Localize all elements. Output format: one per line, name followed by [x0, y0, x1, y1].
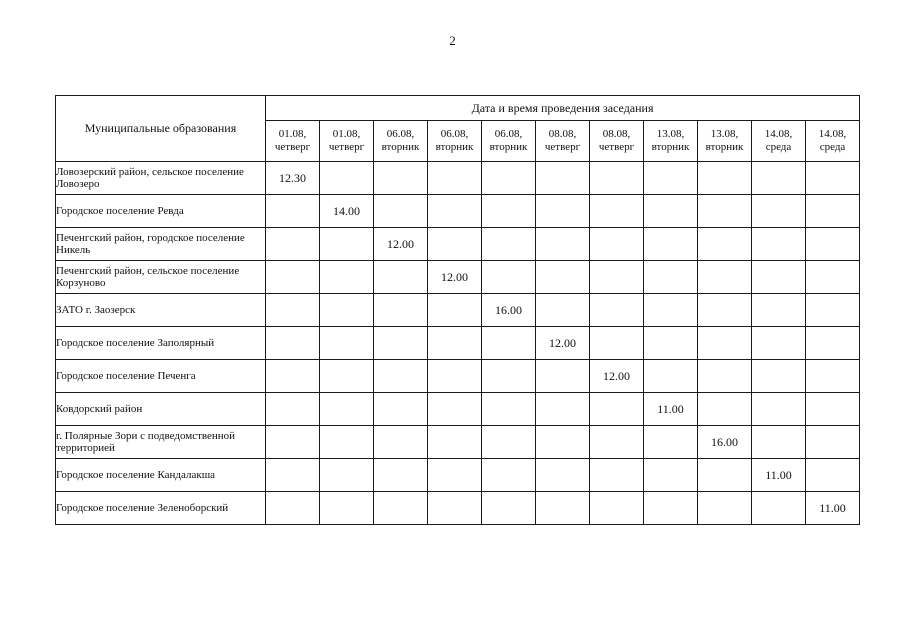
date-label: 14.08, [818, 128, 847, 140]
date-label: 08.08, [548, 128, 577, 140]
meeting-time-cell [752, 426, 806, 459]
meeting-time-cell [320, 459, 374, 492]
meeting-time-cell [374, 393, 428, 426]
meeting-time-cell [374, 162, 428, 195]
date-label: 13.08, [710, 128, 739, 140]
meeting-time-cell: 12.00 [428, 261, 482, 294]
meeting-time-cell [806, 294, 860, 327]
meeting-time-cell [752, 162, 806, 195]
weekday-label: четверг [328, 141, 365, 153]
date-label: 13.08, [656, 128, 685, 140]
date-column-header [644, 121, 698, 162]
meeting-time-cell [536, 228, 590, 261]
meeting-time-cell [266, 261, 320, 294]
meeting-time-cell: 12.30 [266, 162, 320, 195]
municipality-name: Ловозерский район, сельское поселение Ловозеро [56, 162, 266, 195]
page-number: 2 [449, 33, 456, 48]
meeting-time-cell [536, 294, 590, 327]
meeting-time-cell [320, 327, 374, 360]
municipality-name: Печенгский район, сельское поселение Корзуново [56, 261, 266, 294]
table-row [56, 459, 860, 492]
meeting-time-cell [536, 195, 590, 228]
table-row [56, 426, 860, 459]
date-label: 06.08, [386, 128, 415, 140]
meeting-time-cell [590, 228, 644, 261]
meeting-time-cell [590, 492, 644, 525]
meeting-time-cell [428, 162, 482, 195]
date-time-column-header: Дата и время проведения заседания [266, 96, 860, 121]
weekday-label: среда [819, 141, 846, 153]
meeting-time-cell [482, 426, 536, 459]
date-column-header [482, 121, 536, 162]
meeting-time-cell [752, 228, 806, 261]
table-row [56, 261, 860, 294]
meeting-time-cell [752, 360, 806, 393]
weekday-label: четверг [598, 141, 635, 153]
meeting-time-cell [806, 228, 860, 261]
meeting-time-cell [752, 294, 806, 327]
table-row [56, 294, 860, 327]
meeting-time-cell [644, 492, 698, 525]
meeting-time-cell [644, 327, 698, 360]
meeting-time-cell [590, 261, 644, 294]
meeting-time-cell [644, 426, 698, 459]
meeting-time-cell [320, 294, 374, 327]
municipality-column-header: Муниципальные образования [56, 96, 266, 162]
meeting-time-cell [590, 294, 644, 327]
date-label: 01.08, [278, 128, 307, 140]
schedule-body [56, 162, 860, 525]
municipality-name: Городское поселение Зеленоборский [56, 492, 266, 525]
date-column-header [374, 121, 428, 162]
meeting-time-cell: 12.00 [374, 228, 428, 261]
meeting-time-cell [320, 261, 374, 294]
meeting-time-cell [374, 261, 428, 294]
date-label: 08.08, [602, 128, 631, 140]
meeting-time-cell [320, 228, 374, 261]
meeting-time-cell [806, 393, 860, 426]
municipality-name: Городское поселение Ревда [56, 195, 266, 228]
meeting-time-cell: 11.00 [806, 492, 860, 525]
date-column-header [752, 121, 806, 162]
meeting-time-cell [374, 492, 428, 525]
date-column-header [536, 121, 590, 162]
weekday-label: вторник [705, 141, 744, 153]
date-column-header [320, 121, 374, 162]
meeting-time-cell [536, 426, 590, 459]
meeting-time-cell [590, 393, 644, 426]
date-label: 06.08, [440, 128, 469, 140]
weekday-label: четверг [544, 141, 581, 153]
meeting-time-cell [752, 261, 806, 294]
meeting-time-cell [266, 360, 320, 393]
meeting-time-cell [698, 294, 752, 327]
meeting-time-cell [806, 261, 860, 294]
municipality-name: Городское поселение Заполярный [56, 327, 266, 360]
meeting-time-cell [806, 360, 860, 393]
meeting-time-cell: 14.00 [320, 195, 374, 228]
table-row [56, 195, 860, 228]
table-row [56, 327, 860, 360]
meeting-time-cell [482, 360, 536, 393]
municipality-name: ЗАТО г. Заозерск [56, 294, 266, 327]
meeting-time-cell [482, 228, 536, 261]
meeting-time-cell [320, 393, 374, 426]
meeting-time-cell [374, 294, 428, 327]
meeting-time-cell [698, 327, 752, 360]
meeting-time-cell [644, 261, 698, 294]
meeting-time-cell [644, 195, 698, 228]
meeting-time-cell: 12.00 [590, 360, 644, 393]
meeting-time-cell [320, 426, 374, 459]
table-row [56, 492, 860, 525]
meeting-time-cell [806, 459, 860, 492]
meeting-time-cell [644, 459, 698, 492]
meeting-time-cell [266, 195, 320, 228]
meeting-time-cell [374, 195, 428, 228]
date-column-header [590, 121, 644, 162]
meeting-time-cell [752, 195, 806, 228]
meeting-time-cell [320, 492, 374, 525]
meeting-time-cell [590, 327, 644, 360]
meeting-time-cell [698, 195, 752, 228]
meeting-time-cell [428, 360, 482, 393]
header-row-top [56, 96, 860, 121]
date-column-header [806, 121, 860, 162]
meeting-time-cell: 11.00 [752, 459, 806, 492]
meeting-time-cell [428, 426, 482, 459]
meeting-time-cell [536, 393, 590, 426]
meeting-time-cell [482, 162, 536, 195]
meeting-time-cell [698, 261, 752, 294]
municipality-name: Городское поселение Печенга [56, 360, 266, 393]
weekday-label: вторник [381, 141, 420, 153]
meeting-time-cell [374, 459, 428, 492]
meeting-time-cell [806, 162, 860, 195]
meeting-time-cell [482, 195, 536, 228]
meeting-time-cell [266, 393, 320, 426]
meeting-time-cell [374, 360, 428, 393]
meeting-time-cell [536, 360, 590, 393]
meeting-time-cell [374, 327, 428, 360]
meeting-time-cell [644, 228, 698, 261]
weekday-label: четверг [274, 141, 311, 153]
weekday-label: вторник [651, 141, 690, 153]
date-column-header [428, 121, 482, 162]
table-row [56, 360, 860, 393]
meeting-time-cell [266, 294, 320, 327]
meeting-time-cell: 16.00 [698, 426, 752, 459]
date-label: 01.08, [332, 128, 361, 140]
meeting-time-cell [482, 459, 536, 492]
weekday-label: вторник [489, 141, 528, 153]
meeting-time-cell [266, 327, 320, 360]
meeting-time-cell [752, 327, 806, 360]
meeting-time-cell [428, 228, 482, 261]
meeting-time-cell [590, 459, 644, 492]
meeting-time-cell [266, 459, 320, 492]
municipality-name: Печенгский район, городское поселение Никель [56, 228, 266, 261]
meeting-time-cell [698, 492, 752, 525]
meeting-time-cell [590, 195, 644, 228]
municipality-name: Городское поселение Кандалакша [56, 459, 266, 492]
meeting-time-cell [698, 228, 752, 261]
weekday-label: вторник [435, 141, 474, 153]
meeting-time-cell [428, 195, 482, 228]
meeting-time-cell [266, 492, 320, 525]
meeting-time-cell [482, 327, 536, 360]
municipality-name: Ковдорский район [56, 393, 266, 426]
meeting-time-cell [428, 294, 482, 327]
meeting-schedule-table [55, 95, 860, 525]
meeting-time-cell [752, 393, 806, 426]
date-column-header [698, 121, 752, 162]
meeting-time-cell [590, 162, 644, 195]
meeting-time-cell [644, 360, 698, 393]
meeting-time-cell [266, 426, 320, 459]
meeting-time-cell [482, 261, 536, 294]
meeting-time-cell: 11.00 [644, 393, 698, 426]
meeting-time-cell [806, 195, 860, 228]
date-column-header [266, 121, 320, 162]
meeting-time-cell [428, 393, 482, 426]
meeting-time-cell [806, 327, 860, 360]
meeting-time-cell [752, 492, 806, 525]
meeting-time-cell [644, 162, 698, 195]
meeting-time-cell [644, 294, 698, 327]
meeting-time-cell: 16.00 [482, 294, 536, 327]
meeting-time-cell [320, 360, 374, 393]
table-row [56, 162, 860, 195]
meeting-time-cell [536, 492, 590, 525]
meeting-time-cell [374, 426, 428, 459]
meeting-time-cell [698, 162, 752, 195]
table-row [56, 393, 860, 426]
date-label: 06.08, [494, 128, 523, 140]
table-row [56, 228, 860, 261]
meeting-time-cell [806, 426, 860, 459]
meeting-time-cell [536, 162, 590, 195]
meeting-time-cell [698, 360, 752, 393]
meeting-time-cell [536, 261, 590, 294]
meeting-time-cell [428, 459, 482, 492]
meeting-time-cell: 12.00 [536, 327, 590, 360]
meeting-time-cell [428, 327, 482, 360]
date-label: 14.08, [764, 128, 793, 140]
meeting-time-cell [320, 162, 374, 195]
meeting-time-cell [482, 393, 536, 426]
municipality-name: г. Полярные Зори с подведомственной территорией [56, 426, 266, 459]
meeting-time-cell [698, 393, 752, 426]
meeting-time-cell [428, 492, 482, 525]
meeting-time-cell [698, 459, 752, 492]
meeting-time-cell [482, 492, 536, 525]
meeting-time-cell [266, 228, 320, 261]
weekday-label: среда [765, 141, 792, 153]
meeting-time-cell [536, 459, 590, 492]
meeting-time-cell [590, 426, 644, 459]
